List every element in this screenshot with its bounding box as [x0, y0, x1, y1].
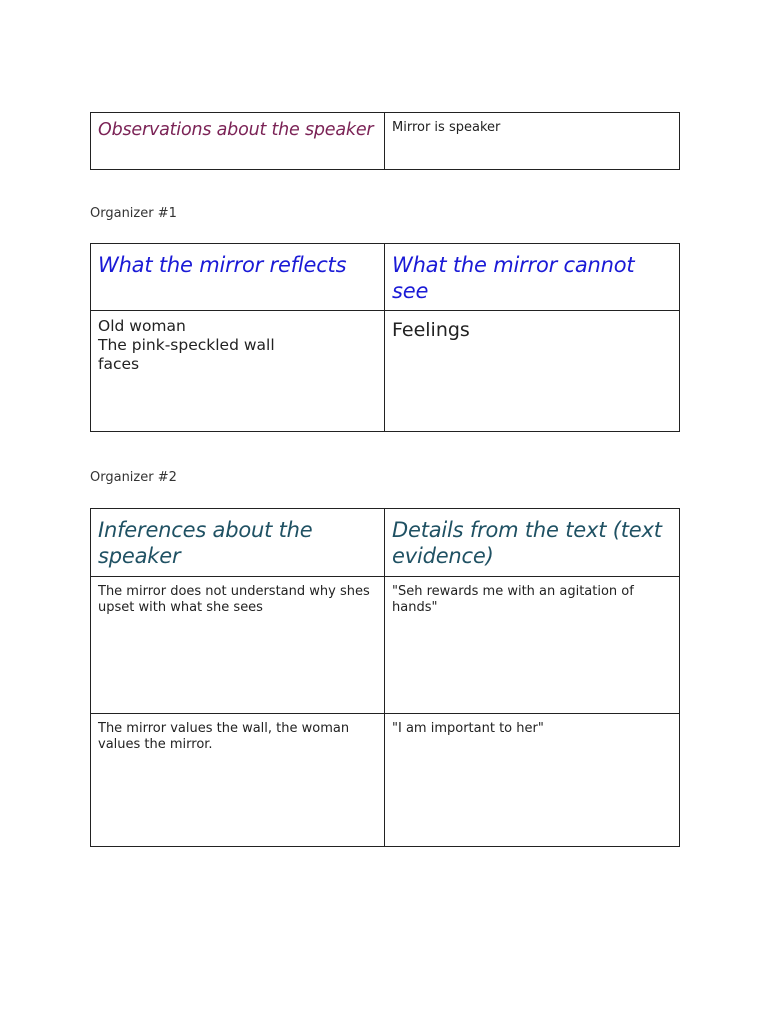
- organizer-2-header-right: [385, 509, 680, 577]
- observations-label: Observations about the speaker: [98, 120, 374, 140]
- observations-label-cell: [91, 113, 385, 170]
- organizer-2-label: Organizer #2: [90, 470, 177, 485]
- organizer-2-row-2-left: [91, 714, 385, 847]
- organizer-1-header-cannot-see: What the mirror cannot see: [392, 253, 635, 303]
- organizer-2-inference-2: The mirror values the wall, the woman values the mirror.: [98, 721, 350, 752]
- organizer-1-label: Organizer #1: [90, 206, 177, 221]
- organizer-1-header-reflects: What the mirror reflects: [98, 253, 347, 277]
- organizer-1-row-left: [91, 311, 385, 432]
- organizer-1-row-right: [385, 311, 680, 432]
- organizer-1-header-left: [91, 244, 385, 311]
- observations-value-cell: [385, 113, 680, 170]
- organizer-1-reflects-text: Old woman The pink-speckled wall faces: [98, 317, 275, 373]
- organizer-2-table: [90, 508, 680, 847]
- organizer-2-header-inferences: Inferences about the speaker: [98, 518, 313, 568]
- organizer-2-row-1-right: [385, 577, 680, 714]
- organizer-1-cannot-see-text: Feelings: [392, 319, 470, 341]
- organizer-2-evidence-1: "Seh rewards me with an agitation of hands": [392, 584, 634, 615]
- organizer-2-evidence-2: "I am important to her": [392, 721, 544, 736]
- organizer-1-header-right: [385, 244, 680, 311]
- organizer-2-header-details: Details from the text (text evidence): [392, 518, 662, 568]
- observations-value: Mirror is speaker: [392, 120, 501, 135]
- organizer-2-row-1-left: [91, 577, 385, 714]
- organizer-2-inference-1: The mirror does not understand why shes upset with what she sees: [98, 584, 370, 615]
- organizer-1-table: [90, 243, 680, 432]
- organizer-2-row-2-right: [385, 714, 680, 847]
- organizer-2-header-left: [91, 509, 385, 577]
- observations-table: [90, 112, 680, 170]
